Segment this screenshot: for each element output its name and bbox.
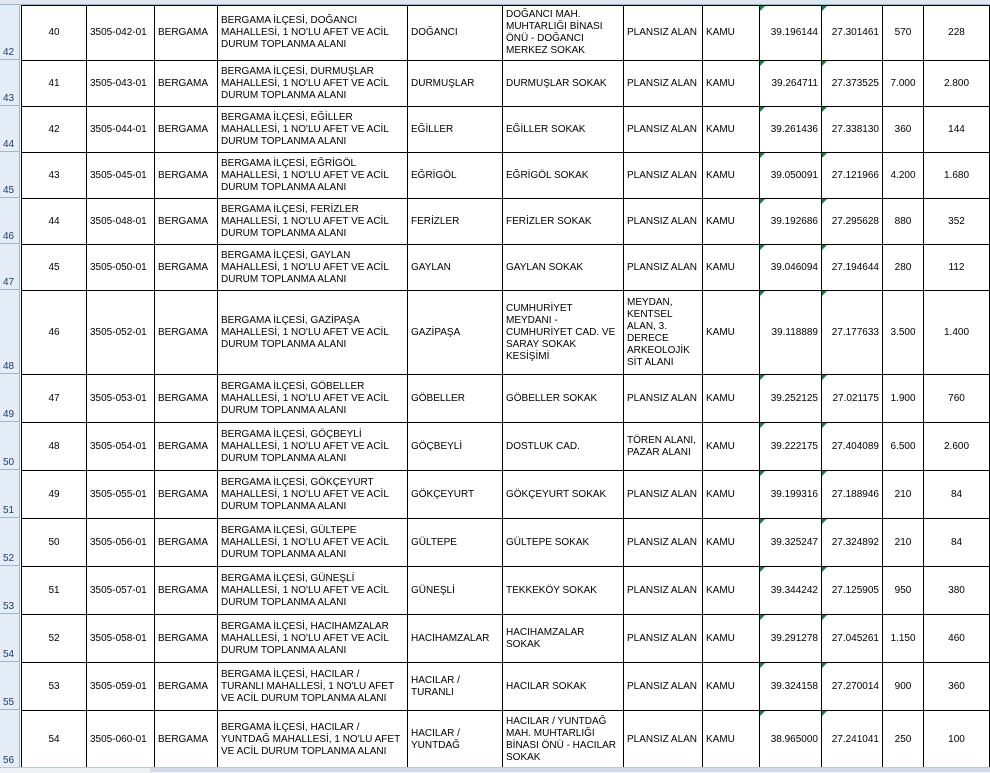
row-header[interactable] [0, 470, 20, 518]
table-row [22, 567, 990, 615]
cell-ownership[interactable]: KAMU [703, 153, 760, 199]
cell-zoning[interactable]: PLANSIZ ALAN [624, 615, 703, 663]
cell-no[interactable]: 41 [22, 61, 87, 107]
cell-neighborhood[interactable]: HACIHAMZALAR [408, 615, 503, 663]
cell-no[interactable]: 42 [22, 107, 87, 153]
cell-ownership[interactable]: KAMU [703, 663, 760, 711]
cell-district[interactable]: BERGAMA [155, 471, 218, 519]
cell-latitude[interactable]: 39.192686 [760, 199, 822, 245]
cell-district[interactable]: BERGAMA [155, 615, 218, 663]
row-number: 42 [3, 47, 15, 58]
row-number: 56 [3, 755, 15, 766]
row-header[interactable] [0, 518, 20, 566]
cell-zoning[interactable]: PLANSIZ ALAN [624, 471, 703, 519]
cell-area[interactable]: 360 [883, 107, 924, 153]
cell-longitude[interactable]: 27.270014 [822, 663, 883, 711]
cell-area[interactable]: 280 [883, 245, 924, 291]
cell-ownership[interactable]: KAMU [703, 6, 760, 61]
cell-name[interactable]: BERGAMA İLÇESİ, GAZİPAŞA MAHALLESİ, 1 NO'LU AFET VE ACİL DURUM TOPLANMA ALANI [218, 291, 408, 375]
cell-neighborhood[interactable]: EĞİLLER [408, 107, 503, 153]
table-row [22, 6, 990, 61]
cell-longitude[interactable]: 27.121966 [822, 153, 883, 199]
table-row [22, 61, 990, 107]
cell-latitude[interactable]: 39.196144 [760, 6, 822, 61]
cell-zoning[interactable]: PLANSIZ ALAN [624, 245, 703, 291]
row-header[interactable] [0, 5, 20, 60]
cell-district[interactable]: BERGAMA [155, 153, 218, 199]
cell-area[interactable]: 880 [883, 199, 924, 245]
cell-address[interactable]: DOĞANCI MAH. MUHTARLIĞI BİNASI ÖNÜ - DOĞANCI MERKEZ SOKAK [503, 6, 624, 61]
cell-district[interactable]: BERGAMA [155, 711, 218, 769]
row-number: 51 [3, 505, 15, 516]
cell-capacity[interactable]: 380 [924, 567, 990, 615]
cell-district[interactable]: BERGAMA [155, 245, 218, 291]
cell-longitude[interactable]: 27.177633 [822, 291, 883, 375]
table-row [22, 423, 990, 471]
cell-longitude[interactable]: 27.241041 [822, 711, 883, 769]
cell-longitude[interactable]: 27.125905 [822, 567, 883, 615]
cell-latitude[interactable]: 39.344242 [760, 567, 822, 615]
table-row [22, 199, 990, 245]
cell-neighborhood[interactable]: EĞRİGÖL [408, 153, 503, 199]
cell-area[interactable]: 210 [883, 519, 924, 567]
horizontal-scrollbar[interactable] [0, 767, 990, 773]
cell-code[interactable]: 3505-053-01 [87, 375, 155, 423]
cell-code[interactable]: 3505-045-01 [87, 153, 155, 199]
scrollbar-thumb[interactable] [150, 768, 990, 772]
row-number: 43 [3, 93, 15, 104]
cell-ownership[interactable]: KAMU [703, 291, 760, 375]
cell-ownership[interactable]: KAMU [703, 423, 760, 471]
row-header[interactable] [0, 60, 20, 106]
cell-no[interactable]: 48 [22, 423, 87, 471]
cell-neighborhood[interactable]: GÖKÇEYURT [408, 471, 503, 519]
cell-code[interactable]: 3505-057-01 [87, 567, 155, 615]
cell-longitude[interactable]: 27.373525 [822, 61, 883, 107]
cell-longitude[interactable]: 27.301461 [822, 6, 883, 61]
cell-no[interactable]: 47 [22, 375, 87, 423]
cell-no[interactable]: 53 [22, 663, 87, 711]
row-number: 46 [3, 231, 15, 242]
cell-ownership[interactable]: KAMU [703, 519, 760, 567]
cell-zoning[interactable]: PLANSIZ ALAN [624, 711, 703, 769]
cell-zoning[interactable]: PLANSIZ ALAN [624, 567, 703, 615]
cell-district[interactable]: BERGAMA [155, 61, 218, 107]
row-number: 48 [3, 361, 15, 372]
cell-code[interactable]: 3505-055-01 [87, 471, 155, 519]
cell-zoning[interactable]: TÖREN ALANI, PAZAR ALANI [624, 423, 703, 471]
row-number: 50 [3, 457, 15, 468]
table-row [22, 663, 990, 711]
cell-no[interactable]: 50 [22, 519, 87, 567]
cell-code[interactable]: 3505-050-01 [87, 245, 155, 291]
row-header[interactable] [0, 422, 20, 470]
cell-neighborhood[interactable]: HACILAR / TURANLI [408, 663, 503, 711]
cell-address[interactable]: GÖKÇEYURT SOKAK [503, 471, 624, 519]
cell-neighborhood[interactable]: GAZİPAŞA [408, 291, 503, 375]
cell-ownership[interactable]: KAMU [703, 471, 760, 519]
cell-name[interactable]: BERGAMA İLÇESİ, EĞİLLER MAHALLESİ, 1 NO'LU AFET VE ACİL DURUM TOPLANMA ALANI [218, 107, 408, 153]
cell-area[interactable]: 1.150 [883, 615, 924, 663]
row-number: 47 [3, 277, 15, 288]
table-row [22, 245, 990, 291]
cell-longitude[interactable]: 27.404089 [822, 423, 883, 471]
row-number: 44 [3, 139, 15, 150]
cell-name[interactable]: BERGAMA İLÇESİ, FERİZLER MAHALLESİ, 1 NO'LU AFET VE ACİL DURUM TOPLANMA ALANI [218, 199, 408, 245]
cell-latitude[interactable]: 39.118889 [760, 291, 822, 375]
cell-name[interactable]: BERGAMA İLÇESİ, GÖKÇEYURT MAHALLESİ, 1 NO'LU AFET VE ACİL DURUM TOPLANMA ALANI [218, 471, 408, 519]
cell-name[interactable]: BERGAMA İLÇESİ, DOĞANCI MAHALLESİ, 1 NO'LU AFET VE ACİL DURUM TOPLANMA ALANI [218, 6, 408, 61]
cell-capacity[interactable]: 760 [924, 375, 990, 423]
cell-latitude[interactable]: 39.325247 [760, 519, 822, 567]
cell-name[interactable]: BERGAMA İLÇESİ, EĞRİGÖL MAHALLESİ, 1 NO'LU AFET VE ACİL DURUM TOPLANMA ALANI [218, 153, 408, 199]
cell-no[interactable]: 44 [22, 199, 87, 245]
cell-no[interactable]: 46 [22, 291, 87, 375]
cell-name[interactable]: BERGAMA İLÇESİ, GÜNEŞLİ MAHALLESİ, 1 NO'LU AFET VE ACİL DURUM TOPLANMA ALANI [218, 567, 408, 615]
cell-zoning[interactable]: PLANSIZ ALAN [624, 61, 703, 107]
cell-longitude[interactable]: 27.338130 [822, 107, 883, 153]
cell-longitude[interactable]: 27.021175 [822, 375, 883, 423]
cell-address[interactable]: EĞİLLER SOKAK [503, 107, 624, 153]
cell-area[interactable]: 1.900 [883, 375, 924, 423]
table-row [22, 107, 990, 153]
cell-capacity[interactable]: 100 [924, 711, 990, 769]
cell-neighborhood[interactable]: DOĞANCI [408, 6, 503, 61]
cell-area[interactable]: 7.000 [883, 61, 924, 107]
cell-latitude[interactable]: 39.261436 [760, 107, 822, 153]
cell-neighborhood[interactable]: GAYLAN [408, 245, 503, 291]
cell-address[interactable]: FERİZLER SOKAK [503, 199, 624, 245]
cell-longitude[interactable]: 27.194644 [822, 245, 883, 291]
cell-capacity[interactable]: 112 [924, 245, 990, 291]
cell-latitude[interactable]: 39.046094 [760, 245, 822, 291]
cell-area[interactable]: 6.500 [883, 423, 924, 471]
cell-neighborhood[interactable]: FERİZLER [408, 199, 503, 245]
row-number: 45 [3, 185, 15, 196]
cell-code[interactable]: 3505-059-01 [87, 663, 155, 711]
cell-zoning[interactable]: PLANSIZ ALAN [624, 6, 703, 61]
row-number: 55 [3, 697, 15, 708]
cell-code[interactable]: 3505-054-01 [87, 423, 155, 471]
row-header[interactable] [0, 244, 20, 290]
cell-latitude[interactable]: 39.324158 [760, 663, 822, 711]
cell-capacity[interactable]: 84 [924, 471, 990, 519]
row-header[interactable] [0, 662, 20, 710]
cell-name[interactable]: BERGAMA İLÇESİ, GÜLTEPE MAHALLESİ, 1 NO'LU AFET VE ACİL DURUM TOPLANMA ALANI [218, 519, 408, 567]
cell-area[interactable]: 4.200 [883, 153, 924, 199]
row-number: 49 [3, 409, 15, 420]
cell-ownership[interactable]: KAMU [703, 61, 760, 107]
cell-neighborhood[interactable]: GÜNEŞLİ [408, 567, 503, 615]
cell-address[interactable]: DURMUŞLAR SOKAK [503, 61, 624, 107]
table-row [22, 711, 990, 769]
cell-no[interactable]: 43 [22, 153, 87, 199]
cell-longitude[interactable]: 27.295628 [822, 199, 883, 245]
table-row [22, 471, 990, 519]
cell-district[interactable]: BERGAMA [155, 663, 218, 711]
cell-name[interactable]: BERGAMA İLÇESİ, HACIHAMZALAR MAHALLESİ, 1 NO'LU AFET VE ACİL DURUM TOPLANMA ALANI [218, 615, 408, 663]
cell-capacity[interactable]: 2.600 [924, 423, 990, 471]
cell-name[interactable]: BERGAMA İLÇESİ, HACILAR / TURANLI MAHALLESİ, 1 NO'LU AFET VE ACİL DURUM TOPLANMA ALANI [218, 663, 408, 711]
cell-address[interactable]: HACIHAMZALAR SOKAK [503, 615, 624, 663]
cell-district[interactable]: BERGAMA [155, 423, 218, 471]
cell-zoning[interactable]: MEYDAN, KENTSEL ALAN, 3. DERECE ARKEOLOJİK SİT ALANI [624, 291, 703, 375]
cell-no[interactable]: 51 [22, 567, 87, 615]
row-header[interactable] [0, 374, 20, 422]
row-header[interactable] [0, 290, 20, 374]
cell-capacity[interactable]: 352 [924, 199, 990, 245]
cell-area[interactable]: 950 [883, 567, 924, 615]
cell-district[interactable]: BERGAMA [155, 567, 218, 615]
cell-capacity[interactable]: 1.680 [924, 153, 990, 199]
cell-capacity[interactable]: 228 [924, 6, 990, 61]
cell-district[interactable]: BERGAMA [155, 291, 218, 375]
cell-capacity[interactable]: 1.400 [924, 291, 990, 375]
cell-capacity[interactable]: 144 [924, 107, 990, 153]
cell-name[interactable]: BERGAMA İLÇESİ, GÖBELLER MAHALLESİ, 1 NO'LU AFET VE ACİL DURUM TOPLANMA ALANI [218, 375, 408, 423]
cell-neighborhood[interactable]: GÜLTEPE [408, 519, 503, 567]
cell-zoning[interactable]: PLANSIZ ALAN [624, 107, 703, 153]
cell-ownership[interactable]: KAMU [703, 245, 760, 291]
cell-ownership[interactable]: KAMU [703, 375, 760, 423]
table-row [22, 153, 990, 199]
cell-name[interactable]: BERGAMA İLÇESİ, DURMUŞLAR MAHALLESİ, 1 NO'LU AFET VE ACİL DURUM TOPLANMA ALANI [218, 61, 408, 107]
row-header[interactable] [0, 106, 20, 152]
cell-latitude[interactable]: 39.291278 [760, 615, 822, 663]
cell-area[interactable]: 3.500 [883, 291, 924, 375]
cell-address[interactable]: DOSTLUK CAD. [503, 423, 624, 471]
cell-address[interactable]: HACILAR SOKAK [503, 663, 624, 711]
cell-latitude[interactable]: 39.199316 [760, 471, 822, 519]
cell-code[interactable]: 3505-060-01 [87, 711, 155, 769]
cell-address[interactable]: GÜLTEPE SOKAK [503, 519, 624, 567]
cell-district[interactable]: BERGAMA [155, 107, 218, 153]
cell-no[interactable]: 49 [22, 471, 87, 519]
row-header[interactable] [0, 614, 20, 662]
cell-latitude[interactable]: 39.222175 [760, 423, 822, 471]
cell-name[interactable]: BERGAMA İLÇESİ, GÖÇBEYLİ MAHALLESİ, 1 NO'LU AFET VE ACİL DURUM TOPLANMA ALANI [218, 423, 408, 471]
cell-neighborhood[interactable]: DURMUŞLAR [408, 61, 503, 107]
cell-ownership[interactable]: KAMU [703, 567, 760, 615]
cell-no[interactable]: 40 [22, 6, 87, 61]
cell-district[interactable]: BERGAMA [155, 6, 218, 61]
cell-zoning[interactable]: PLANSIZ ALAN [624, 519, 703, 567]
cell-zoning[interactable]: PLANSIZ ALAN [624, 663, 703, 711]
cell-code[interactable]: 3505-056-01 [87, 519, 155, 567]
cell-area[interactable]: 210 [883, 471, 924, 519]
table-row [22, 291, 990, 375]
cell-address[interactable]: HACILAR / YUNTDAĞ MAH. MUHTARLIĞI BİNASI ÖNÜ - HACILAR SOKAK [503, 711, 624, 769]
cell-no[interactable]: 54 [22, 711, 87, 769]
cell-latitude[interactable]: 39.050091 [760, 153, 822, 199]
cell-district[interactable]: BERGAMA [155, 199, 218, 245]
cell-area[interactable]: 570 [883, 6, 924, 61]
cell-district[interactable]: BERGAMA [155, 519, 218, 567]
cell-ownership[interactable]: KAMU [703, 711, 760, 769]
row-number: 53 [3, 601, 15, 612]
cell-area[interactable]: 250 [883, 711, 924, 769]
row-header[interactable] [0, 710, 20, 768]
row-header[interactable] [0, 152, 20, 198]
cell-code[interactable]: 3505-042-01 [87, 6, 155, 61]
cell-district[interactable]: BERGAMA [155, 375, 218, 423]
cell-address[interactable]: GAYLAN SOKAK [503, 245, 624, 291]
data-table [21, 5, 990, 769]
cell-address[interactable]: GÖBELLER SOKAK [503, 375, 624, 423]
cell-zoning[interactable]: PLANSIZ ALAN [624, 153, 703, 199]
row-number: 52 [3, 553, 15, 564]
cell-no[interactable]: 45 [22, 245, 87, 291]
cell-code[interactable]: 3505-048-01 [87, 199, 155, 245]
cell-code[interactable]: 3505-043-01 [87, 61, 155, 107]
cell-name[interactable]: BERGAMA İLÇESİ, GAYLAN MAHALLESİ, 1 NO'LU AFET VE ACİL DURUM TOPLANMA ALANI [218, 245, 408, 291]
cell-zoning[interactable]: PLANSIZ ALAN [624, 375, 703, 423]
cell-capacity[interactable]: 2.800 [924, 61, 990, 107]
table-row [22, 375, 990, 423]
cell-ownership[interactable]: KAMU [703, 615, 760, 663]
cell-address[interactable]: EĞRİGÖL SOKAK [503, 153, 624, 199]
cell-neighborhood[interactable]: GÖÇBEYLİ [408, 423, 503, 471]
cell-address[interactable]: TEKKEKÖY SOKAK [503, 567, 624, 615]
row-header[interactable] [0, 566, 20, 614]
cell-name[interactable]: BERGAMA İLÇESİ, HACILAR / YUNTDAĞ MAHALLESİ, 1 NO'LU AFET VE ACİL DURUM TOPLANMA ALANI [218, 711, 408, 769]
cell-longitude[interactable]: 27.188946 [822, 471, 883, 519]
table-row [22, 519, 990, 567]
cell-zoning[interactable]: PLANSIZ ALAN [624, 199, 703, 245]
cell-ownership[interactable]: KAMU [703, 199, 760, 245]
cell-capacity[interactable]: 84 [924, 519, 990, 567]
row-number: 54 [3, 649, 15, 660]
cell-code[interactable]: 3505-044-01 [87, 107, 155, 153]
cell-code[interactable]: 3505-058-01 [87, 615, 155, 663]
cell-longitude[interactable]: 27.045261 [822, 615, 883, 663]
cell-address[interactable]: CUMHURİYET MEYDANI - CUMHURİYET CAD. VE SARAY SOKAK KESİŞİMİ [503, 291, 624, 375]
cell-latitude[interactable]: 39.264711 [760, 61, 822, 107]
cell-area[interactable]: 900 [883, 663, 924, 711]
row-header[interactable] [0, 198, 20, 244]
table-row [22, 615, 990, 663]
cell-latitude[interactable]: 39.252125 [760, 375, 822, 423]
cell-code[interactable]: 3505-052-01 [87, 291, 155, 375]
cell-capacity[interactable]: 460 [924, 615, 990, 663]
cell-longitude[interactable]: 27.324892 [822, 519, 883, 567]
cell-ownership[interactable]: KAMU [703, 107, 760, 153]
cell-neighborhood[interactable]: GÖBELLER [408, 375, 503, 423]
cell-no[interactable]: 52 [22, 615, 87, 663]
cell-capacity[interactable]: 360 [924, 663, 990, 711]
cell-neighborhood[interactable]: HACILAR / YUNTDAĞ [408, 711, 503, 769]
cell-latitude[interactable]: 38.965000 [760, 711, 822, 769]
